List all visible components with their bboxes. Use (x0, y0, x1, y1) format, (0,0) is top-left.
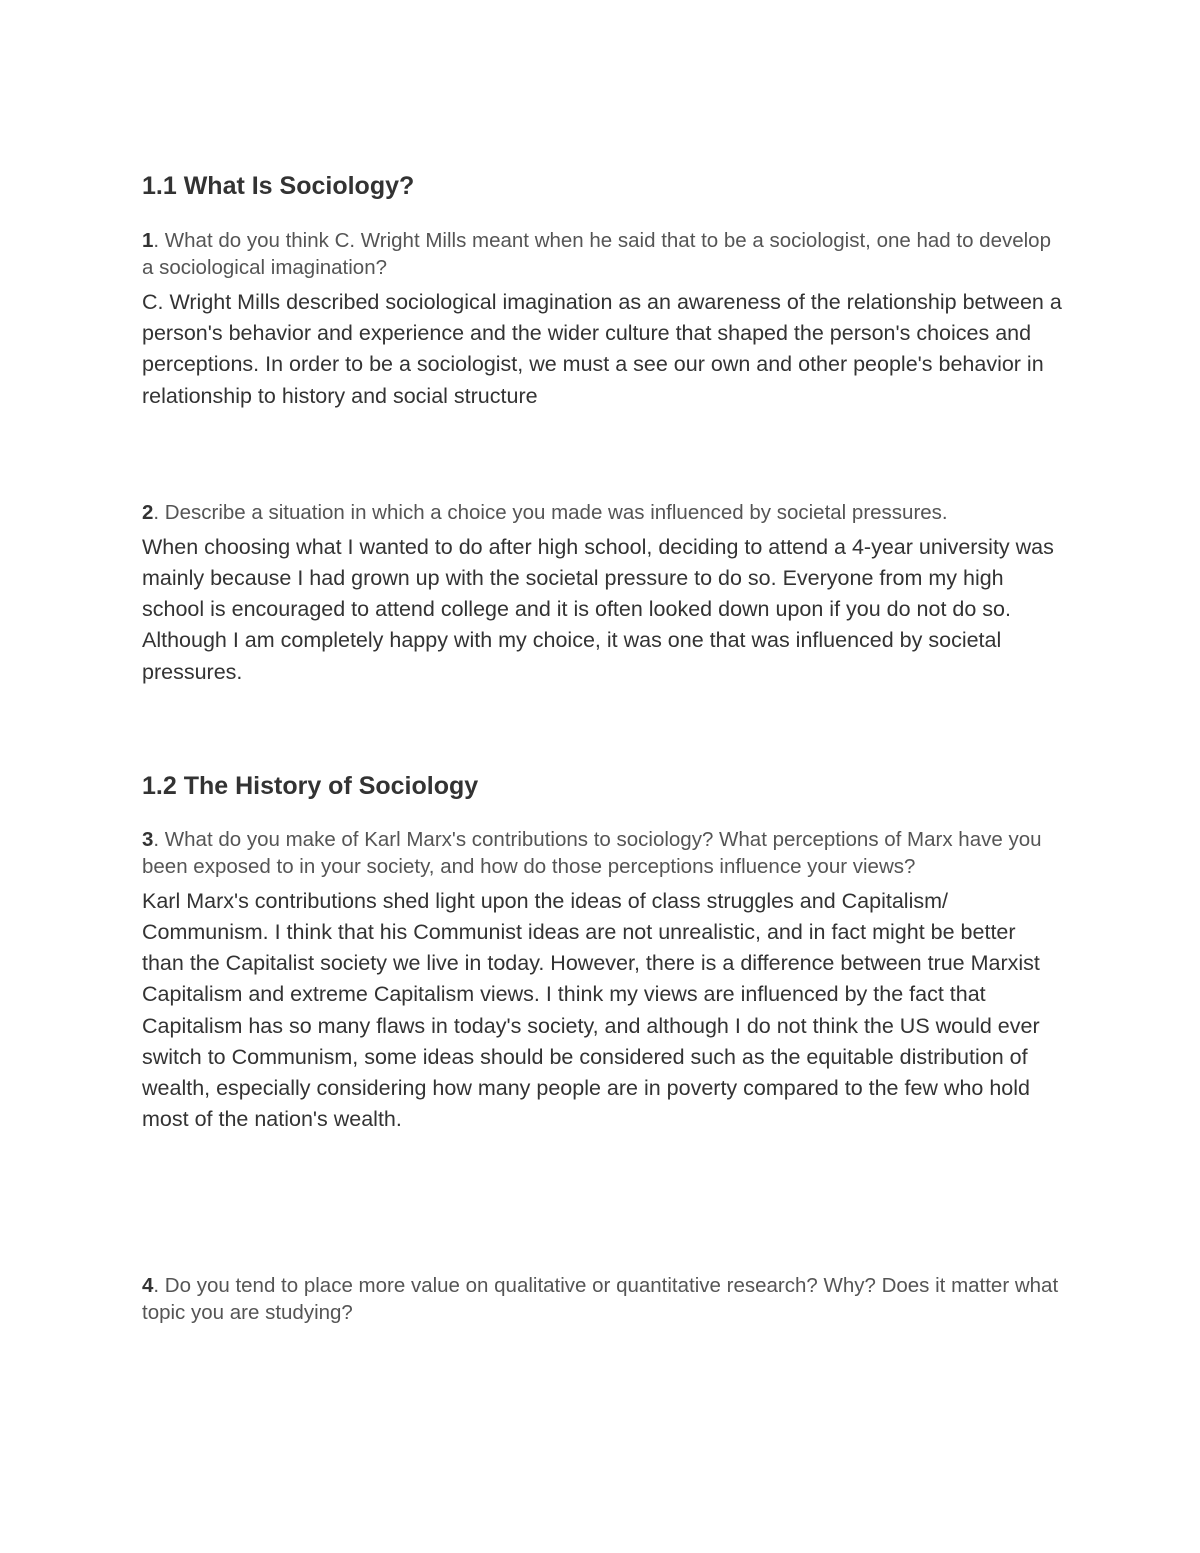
question-text: . What do you make of Karl Marx's contributions to sociology? What perceptions of Marx have you been exposed to in your society, and how do those perceptions influence your views? (142, 827, 1042, 878)
answer-2: When choosing what I wanted to do after high school, deciding to attend a 4-year university was mainly because I had grown up with the societal pressure to do so. Everyone from my high school is encouraged to attend college and it is often looked down upon if you do not do so. Although I am completely happy with my choice, it was one that was influenced by societal pressures. (142, 534, 1054, 684)
question-1 (142, 227, 1062, 281)
section-heading: 1.1 What Is Sociology? (142, 172, 415, 200)
question-number: 1 (142, 229, 154, 252)
question-number: 4 (142, 1274, 154, 1298)
answer-1: C. Wright Mills described sociological imagination as an awareness of the relationship between a person's behavior and experience and the wider culture that shaped the person's choices and perceptions. In order to be a sociologist, we must a see our own and other people's behavior in relationship to history and social structure (142, 290, 1062, 408)
question-number: 3 (142, 827, 154, 851)
question-number: 2 (142, 500, 154, 524)
answer-3: Karl Marx's contributions shed light upon the ideas of class struggles and Capitalism/ Communism. I think that his Communist ideas are not unrealistic, and in fact might be better than the Capitalist society we live in today. However, there is a difference between true Marxist Capitalism and extreme Capitalism views. I think my views are influenced by the fact that Capitalism has so many flaws in today's society, and although I do not think the US would ever switch to Communism, some ideas should be considered such as the equitable distribution of wealth, especially considering how many people are in poverty compared to the few who hold most of the nation's wealth. (142, 888, 1040, 1132)
question-text: . What do you think C. Wright Mills meant when he said that to be a sociologist, one had to develop a sociological imagination? (142, 229, 1051, 279)
question-4 (142, 1272, 1062, 1326)
question-text: . Do you tend to place more value on qualitative or quantitative research? Why? Does it matter what topic you are studying? (142, 1274, 1059, 1325)
question-text: . Describe a situation in which a choice you made was influenced by societal pressures. (153, 500, 948, 524)
section-heading: 1.2 The History of Sociology (142, 771, 479, 800)
question-2 (142, 499, 1062, 526)
document-page (142, 170, 1062, 1326)
question-3 (142, 826, 1062, 880)
